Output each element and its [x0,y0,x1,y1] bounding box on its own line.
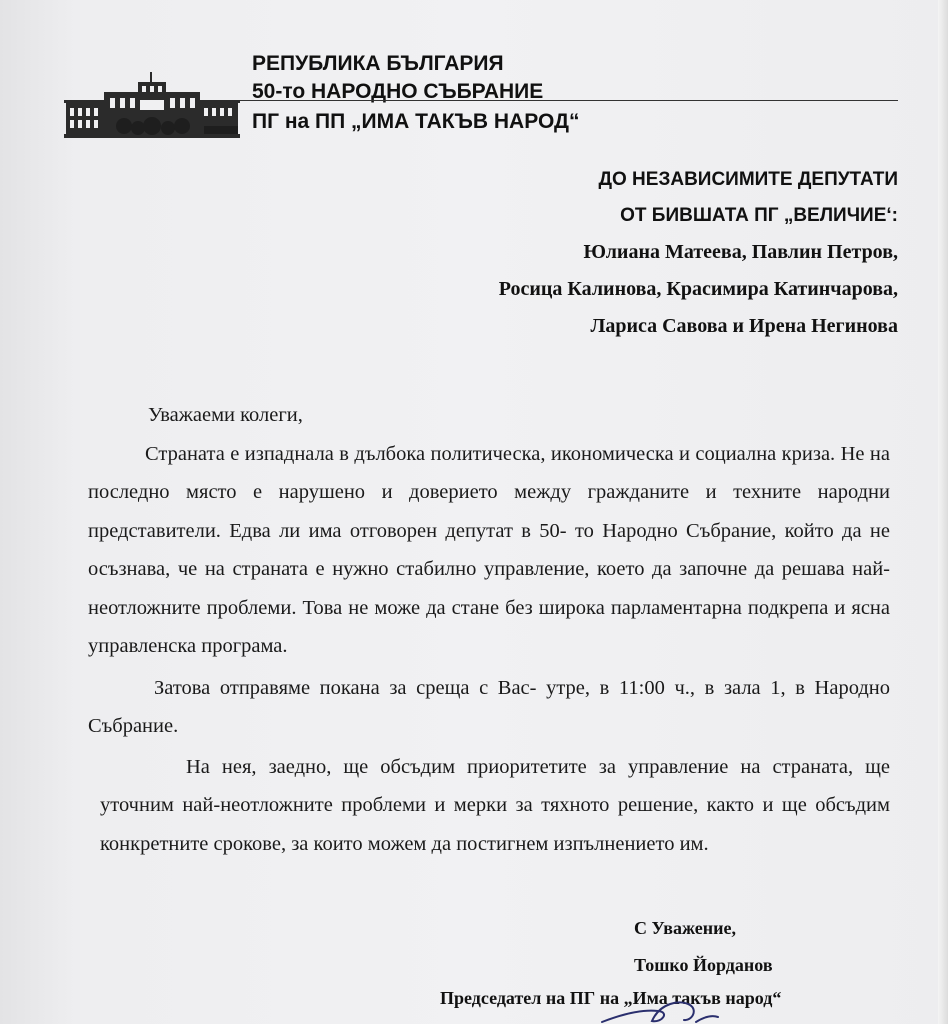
header-country: РЕПУБЛИКА БЪЛГАРИЯ [252,52,504,75]
header-group: ПГ на ПП „ИМА ТАКЪВ НАРОД“ [252,110,580,133]
paragraph-3: На нея, заедно, ще обсъдим приоритетите за управление на страната, ще уточним най-неотложните проблеми и мерки за тяхното решение, както и ще обсъдим конкретните срокове, за които можем да постигнем изпълнението им. [100,755,890,855]
addressee-names-1: Юлиана Матеева, Павлин Петров, [583,241,898,263]
header-assembly: 50-то НАРОДНО СЪБРАНИЕ [252,80,544,103]
addressee-line-2: ОТ БИВШАТА ПГ „ВЕЛИЧИЕ‘: [620,205,898,226]
handwritten-signature [600,995,720,1024]
paragraph-2: Затова отправяме покана за среща с Вас- утре, в 11:00 ч., в зала 1, в Народно Събрание. [88,676,890,737]
header-divider [240,100,898,101]
letter-body [88,396,890,863]
addressee-names-3: Лариса Савова и Ирена Негинова [590,315,898,337]
institution-header [252,50,852,136]
parliament-building-logo [64,70,240,140]
addressee-names-2: Росица Калинова, Красимира Катинчарова, [498,278,898,300]
signature-title: Председател на ПГ на „Има такъв народ“ [440,988,782,1008]
signature-closing: С Уважение, [634,918,736,938]
page-edge [938,0,948,1024]
greeting: Уважаеми колеги, [148,404,303,426]
addressee-block [178,162,898,345]
signature-name: Тошко Йорданов [634,955,773,975]
paragraph-1: Страната е изпаднала в дълбока политическа, икономическа и социална криза. Не на последно място е нарушено и доверието между гражданите и техните народни представители. Едва ли има отговорен депутат в 50- то Народно Събрание, който да не осъзнава, че на страната е нужно стабилно управление, което да започне да решава най-неотложните проблеми. Това не може да стане без широка парламентарна подкрепа и ясна управленска програма. [88,442,890,657]
addressee-line-1: ДО НЕЗАВИСИМИТЕ ДЕПУТАТИ [598,169,898,190]
